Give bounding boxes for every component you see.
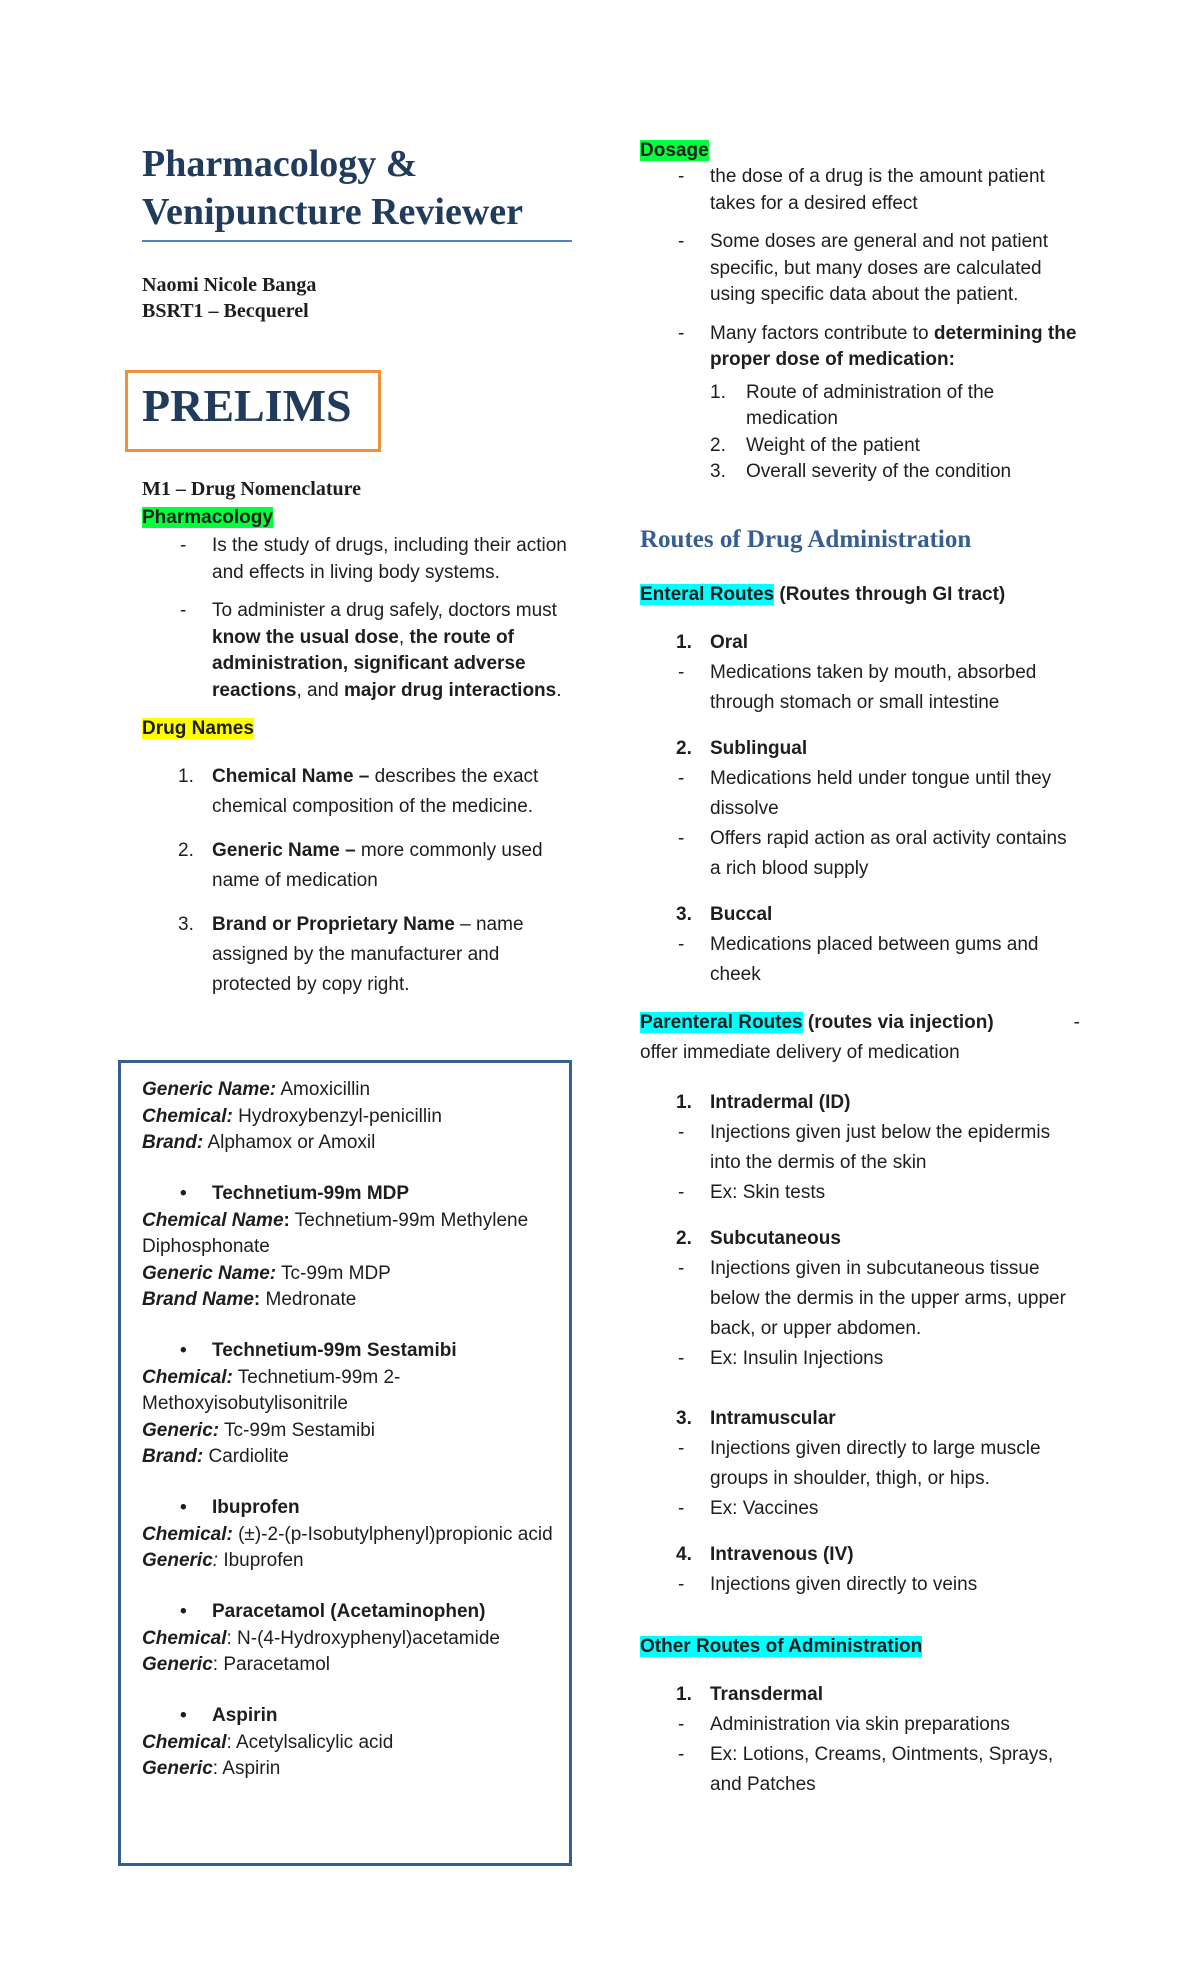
drug-example-paracetamol: • Paracetamol (Acetaminophen) Chemical: N-(4-Hydroxyphenyl)acetamide Generic: Paracetamol <box>142 1599 562 1679</box>
drug-example-tc-mdp: • Technetium-99m MDP Chemical Name: Technetium-99m Methylene Diphosphonate Generic Name: Tc-99m MDP Brand Name: Medronate <box>142 1181 562 1314</box>
title-line-1: Pharmacology & <box>142 143 418 185</box>
list-item: - To administer a drug safely, doctors must know the usual dose, the route of administration, significant adverse reactions, and major drug interactions. <box>142 598 572 704</box>
list-item: - Medications taken by mouth, absorbed through stomach or small intestine <box>640 658 1080 718</box>
enteral-heading: Enteral Routes <box>640 583 775 605</box>
author-name: Naomi Nicole Banga <box>142 274 317 296</box>
list-item: - Ex: Skin tests <box>640 1178 1080 1208</box>
route-intramuscular: 3. Intramuscular - Injections given directly to large muscle groups in shoulder, thigh, or hips. - Ex: Vaccines <box>640 1404 1080 1524</box>
list-item: 3. Overall severity of the condition <box>710 461 1012 482</box>
title-line-2: Venipuncture Reviewer <box>142 191 524 233</box>
parenteral-heading: Parenteral Routes <box>640 1011 803 1033</box>
drug-names-heading: Drug Names <box>142 718 254 739</box>
pharmacology-heading: Pharmacology <box>142 507 273 528</box>
parenteral-heading-block: Parenteral Routes (routes via injection) - offer immediate delivery of medication <box>640 1011 1080 1063</box>
list-item: - the dose of a drug is the amount patient takes for a desired effect <box>640 164 1080 217</box>
list-item: - Offers rapid action as oral activity contains a rich blood supply <box>640 824 1080 884</box>
list-item: - Ex: Vaccines <box>640 1494 1080 1524</box>
list-item: 1. Route of administration of the medication <box>710 381 995 429</box>
pharmacology-list <box>142 533 572 704</box>
drug-examples <box>142 1077 562 1807</box>
right-column <box>640 140 1080 1816</box>
list-item: - Medications placed between gums and cheek <box>640 930 1080 990</box>
list-item: 3. Brand or Proprietary Name – name assigned by the manufacturer and protected by copy right. <box>178 914 524 995</box>
author-section: BSRT1 – Becquerel <box>142 300 309 322</box>
title-divider <box>142 240 572 242</box>
route-intravenous: 4. Intravenous (IV) - Injections given directly to veins <box>640 1540 1080 1600</box>
list-item: - Injections given directly to large muscle groups in shoulder, thigh, or hips. <box>640 1434 1080 1494</box>
route-buccal: 3. Buccal - Medications placed between gums and cheek <box>640 900 1080 990</box>
route-subcutaneous: 2. Subcutaneous - Injections given in subcutaneous tissue below the dermis in the upper arms, upper back, or upper abdomen. - Ex: Insulin Injections <box>640 1224 1080 1374</box>
list-item: - Injections given just below the epidermis into the dermis of the skin <box>640 1118 1080 1178</box>
author-block <box>142 272 572 324</box>
drug-names-list <box>142 762 572 1000</box>
other-routes-heading: Other Routes of Administration <box>640 1635 923 1657</box>
list-item: - Ex: Lotions, Creams, Ointments, Sprays, and Patches <box>640 1740 1080 1800</box>
left-column <box>142 140 572 324</box>
list-item: 2. Generic Name – more commonly used name of medication <box>178 840 543 891</box>
module-title: M1 – Drug Nomenclature <box>142 478 362 500</box>
list-item: - Injections given in subcutaneous tissue below the dermis in the upper arms, upper back, or upper abdomen. <box>640 1254 1080 1344</box>
list-item: - Administration via skin preparations <box>640 1710 1080 1740</box>
list-item: - Many factors contribute to determining the proper dose of medication: 1. Route of administration of the medication 2. Weight of the patient 3. Overall severity of the condition <box>640 321 1080 486</box>
dosage-heading: Dosage <box>640 140 709 161</box>
route-intradermal: 1. Intradermal (ID) - Injections given just below the epidermis into the dermis of the skin - Ex: Skin tests <box>640 1088 1080 1208</box>
drug-example-aspirin: • Aspirin Chemical: Acetylsalicylic acid Generic: Aspirin <box>142 1703 562 1783</box>
drug-example-amoxicillin: Generic Name: Amoxicillin Chemical: Hydroxybenzyl-penicillin Brand: Alphamox or Amoxil <box>142 1079 442 1153</box>
route-transdermal: 1. Transdermal - Administration via skin preparations - Ex: Lotions, Creams, Ointments, Sprays, and Patches <box>640 1680 1080 1800</box>
dosage-list <box>640 164 1080 486</box>
route-sublingual: 2. Sublingual - Medications held under tongue until they dissolve - Offers rapid action as oral activity contains a rich blood supply <box>640 734 1080 884</box>
routes-title: Routes of Drug Administration <box>640 525 972 553</box>
list-item: - Injections given directly to veins <box>640 1570 1080 1600</box>
list-item: 2. Weight of the patient <box>710 434 920 456</box>
list-item: - Is the study of drugs, including their action and effects in living body systems. <box>142 533 572 586</box>
list-item: - Ex: Insulin Injections <box>640 1344 1080 1374</box>
page-title <box>142 140 572 236</box>
drug-example-ibuprofen: • Ibuprofen Chemical: (±)-2-(p-Isobutylphenyl)propionic acid Generic: Ibuprofen <box>142 1495 562 1575</box>
dosage-factors <box>710 380 1080 486</box>
route-oral: 1. Oral - Medications taken by mouth, absorbed through stomach or small intestine <box>640 628 1080 718</box>
prelims-heading: PRELIMS <box>142 380 352 431</box>
enteral-heading-line: Enteral Routes (Routes through GI tract) <box>640 583 1006 605</box>
drug-example-tc-sestamibi: • Technetium-99m Sestamibi Chemical: Technetium-99m 2-Methoxyisobutylisonitrile Generic: Tc-99m Sestamibi Brand: Cardiolite <box>142 1338 562 1471</box>
other-routes-heading-line <box>640 1636 1080 1658</box>
list-item: - Medications held under tongue until they dissolve <box>640 764 1080 824</box>
list-item: - Some doses are general and not patient specific, but many doses are calculated using specific data about the patient. <box>640 229 1080 309</box>
left-content <box>142 478 572 1014</box>
list-item: 1. Chemical Name – describes the exact chemical composition of the medicine. <box>178 766 539 817</box>
